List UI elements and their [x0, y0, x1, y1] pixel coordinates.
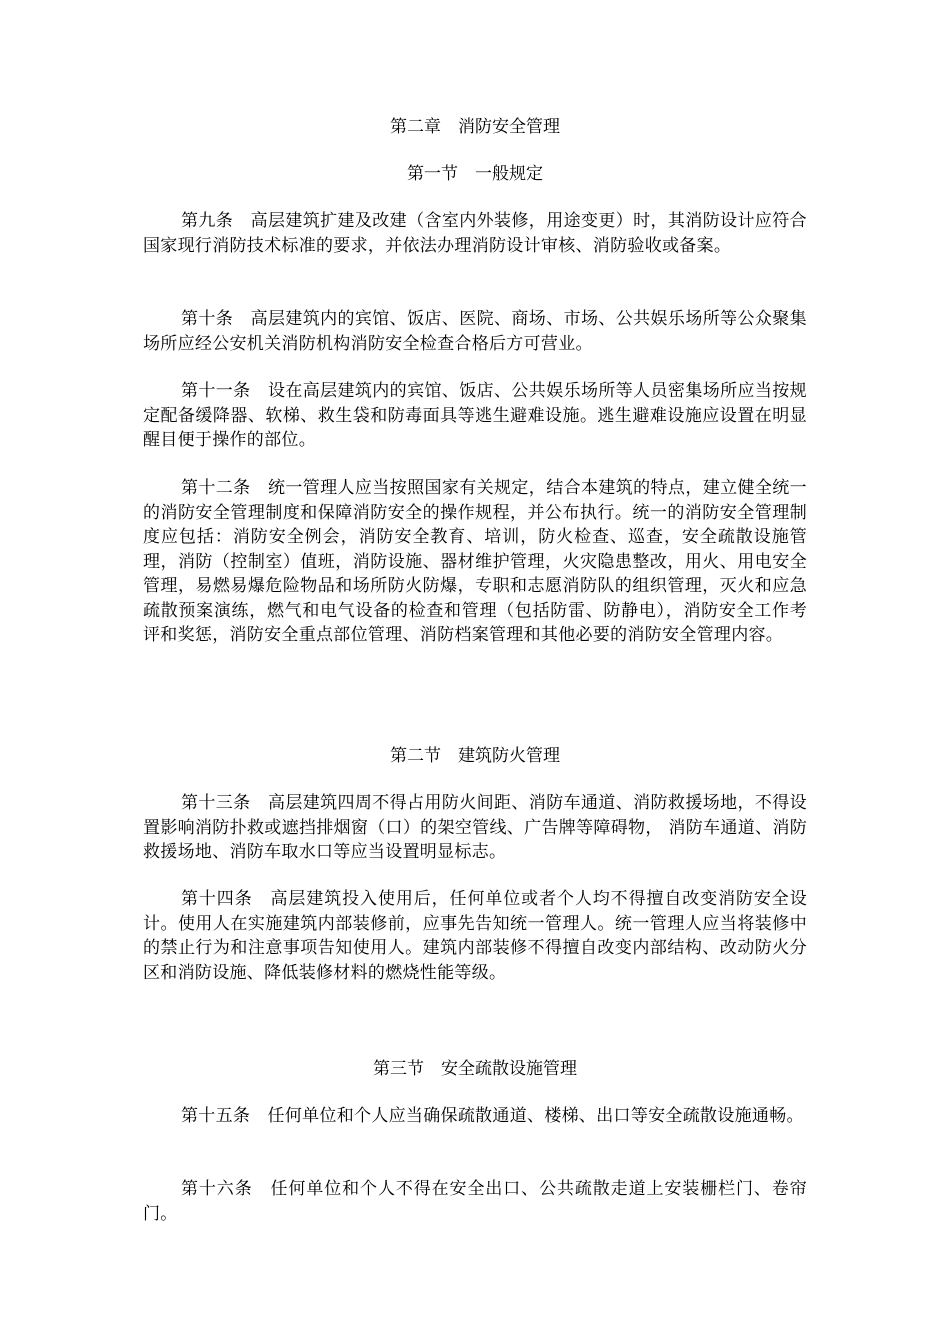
article-label: 第十四条 [181, 889, 253, 909]
article-9 [143, 209, 807, 258]
article-text: 任何单位和个人应当确保疏散通道、楼梯、出口等安全疏散设施通畅。 [267, 1106, 804, 1126]
article-14 [143, 887, 807, 985]
article-text: 设在高层建筑内的宾馆、饭店、公共娱乐场所等人员密集场所应当按规定配备缓降器、软梯、救生袋和防毒面具等逃生避难设施。逃生避难设施应设置在明显醒目便于操作的部位。 [143, 381, 807, 450]
article-10 [143, 307, 807, 356]
article-text: 高层建筑内的宾馆、饭店、医院、商场、市场、公共娱乐场所等公众聚集场所应经公安机关消防机构消防安全检查合格后方可营业。 [143, 309, 807, 354]
article-11 [143, 379, 807, 453]
article-16 [143, 1177, 807, 1226]
section-title: 第一节 一般规定 [407, 164, 543, 184]
article-text: 高层建筑投入使用后，任何单位或者个人均不得擅自改变消防安全设计。使用人在实施建筑内部装修前，应事先告知统一管理人。统一管理人应当将装修中的禁止行为和注意事项告知使用人。建筑内部装修不得擅自改变内部结构、改动防火分区和消防设施、降低装修材料的燃烧性能等级。 [143, 889, 808, 983]
article-label: 第九条 [181, 211, 234, 231]
article-label: 第十六条 [181, 1179, 253, 1199]
article-label: 第十三条 [181, 793, 251, 813]
article-label: 第十五条 [181, 1106, 251, 1126]
article-text: 任何单位和个人不得在安全出口、公共疏散走道上安装栅栏门、卷帘门。 [143, 1179, 808, 1224]
article-label: 第十一条 [181, 381, 251, 401]
article-label: 第十条 [181, 309, 234, 329]
section-title: 第三节 安全疏散设施管理 [373, 1059, 577, 1079]
article-15 [143, 1104, 807, 1129]
article-text: 高层建筑扩建及改建（含室内外装修，用途变更）时，其消防设计应符合国家现行消防技术标准的要求，并依法办理消防设计审核、消防验收或备案。 [143, 211, 807, 256]
article-13 [143, 791, 807, 865]
section-title: 第二节 建筑防火管理 [390, 746, 560, 766]
article-text: 高层建筑四周不得占用防火间距、消防车通道、消防救援场地，不得设置影响消防扑救或遮挡排烟窗（口）的架空管线、广告牌等障碍物， 消防车通道、消防救援场地、消防车取水口等应当设置明显标志。 [143, 793, 807, 862]
article-text: 统一管理人应当按照国家有关规定，结合本建筑的特点，建立健全统一的消防安全管理制度和保障消防安全的操作规程，并公布执行。统一的消防安全管理制度应包括：消防安全例会，消防安全教育、培训，防火检查、巡查，安全疏散设施管理，消防（控制室）值班，消防设施、器材维护管理，火灾隐患整改，用火、用电安全管理，易燃易爆危险物品和场所防火防爆，专职和志愿消防队的组织管理，灭火和应急疏散预案演练，燃气和电气设备的检查和管理（包括防雷、防静电），消防安全工作考评和奖惩，消防安全重点部位管理、消防档案管理和其他必要的消防安全管理内容。 [143, 478, 807, 645]
chapter-title: 第二章 消防安全管理 [390, 117, 560, 137]
article-12 [143, 476, 807, 648]
article-label: 第十二条 [181, 478, 251, 498]
